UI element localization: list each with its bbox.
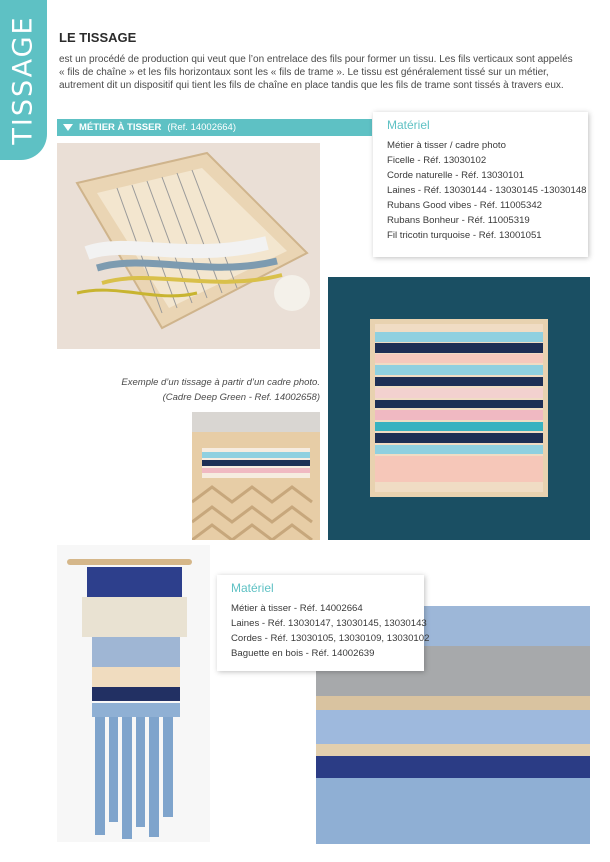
caption-line-1: Exemple d’un tissage à partir d’un cadre photo. <box>121 377 320 388</box>
materiel-title: Matériel <box>231 581 274 595</box>
section-label: MÉTIER À TISSER <box>79 122 162 133</box>
materiel-title: Matériel <box>387 118 430 132</box>
list-item: Laines - Réf. 13030147, 13030145, 13030143 <box>231 618 427 629</box>
page-title: LE TISSAGE <box>59 30 137 45</box>
list-item: Laines - Réf. 13030144 - 13030145 -13030148 <box>387 185 587 196</box>
intro-paragraph: est un procédé de production qui veut que l’on entrelace des fils pour former un tissu. Les fils verticaux sont appelés « fils de chaîne » et les fils horizontaux sont les « fils de trame ». Le tissu est généralement tissé sur un métier, autrement dit un dispositif qui tient les fils de chaîne en place tandis que les fils de trame sont tissés à travers eux. <box>59 54 573 91</box>
list-item: Ficelle - Réf. 13030102 <box>387 155 487 166</box>
lattice-loom-photo <box>192 412 320 540</box>
list-item: Corde naturelle - Réf. 13030101 <box>387 170 525 181</box>
list-item: Métier à tisser - Réf. 14002664 <box>231 603 363 614</box>
section-header <box>57 119 372 136</box>
side-tab-label: TISSAGE <box>7 15 39 145</box>
materiel-list <box>231 601 430 661</box>
list-item: Rubans Bonheur - Réf. 11005319 <box>387 215 530 226</box>
triangle-down-icon <box>63 124 73 131</box>
framed-weaving-photo <box>328 277 590 540</box>
list-item: Rubans Good vibes - Réf. 11005342 <box>387 200 543 211</box>
materiel-list <box>387 138 587 243</box>
caption-line-2: (Cadre Deep Green - Ref. 14002658) <box>162 392 320 403</box>
materiel-box-1 <box>373 112 588 257</box>
photo-caption <box>60 375 320 405</box>
wall-hanging-photo <box>57 545 210 842</box>
list-item: Fil tricotin turquoise - Réf. 13001051 <box>387 230 542 241</box>
materiel-box-2 <box>217 575 430 671</box>
side-tab <box>0 0 47 160</box>
section-ref: (Ref. 14002664) <box>167 122 237 133</box>
list-item: Métier à tisser / cadre photo <box>387 140 506 151</box>
list-item: Baguette en bois - Réf. 14002639 <box>231 648 375 659</box>
list-item: Cordes - Réf. 13030105, 13030109, 13030102 <box>231 633 430 644</box>
loom-photo <box>57 143 320 349</box>
